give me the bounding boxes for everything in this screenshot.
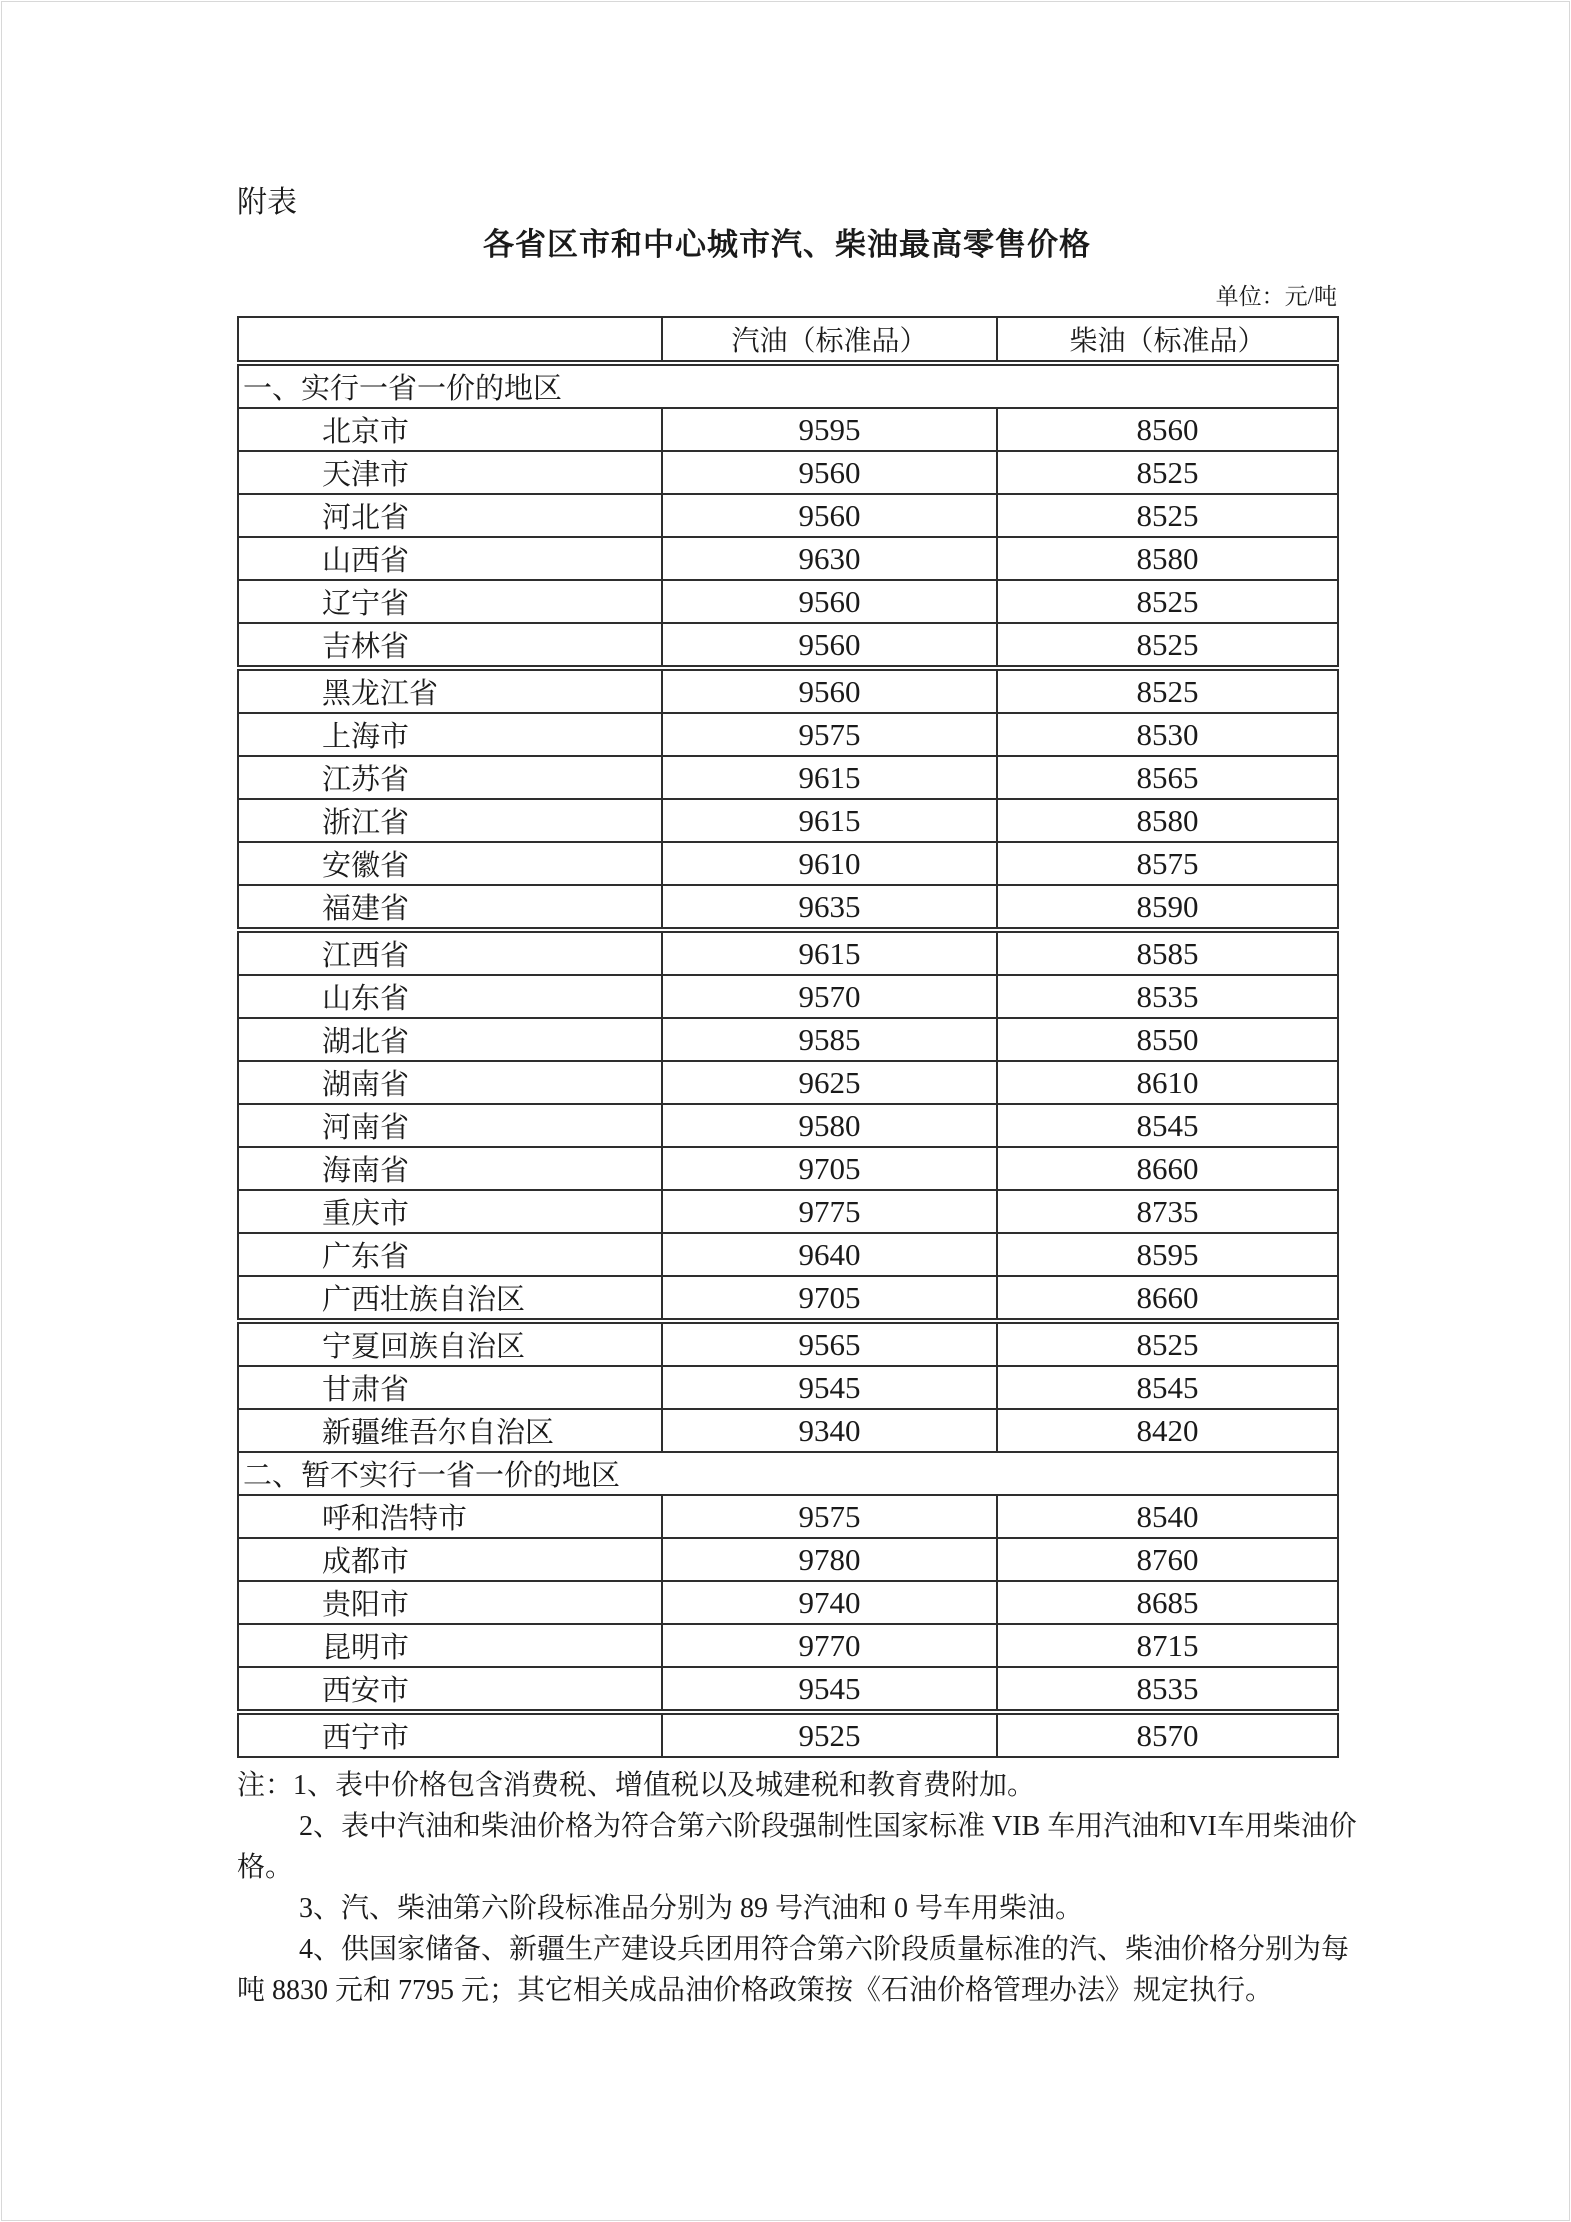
diesel-price-cell: 8525: [997, 494, 1338, 537]
diesel-price-cell: 8715: [997, 1624, 1338, 1667]
gasoline-price-cell: 9580: [662, 1104, 997, 1147]
diesel-price-cell: 8735: [997, 1190, 1338, 1233]
region-cell: 山东省: [238, 975, 662, 1018]
region-cell: 广东省: [238, 1233, 662, 1276]
diesel-price-cell: 8525: [997, 668, 1338, 713]
diesel-price-cell: 8595: [997, 1233, 1338, 1276]
table-row: [238, 1495, 1338, 1538]
table-row: [238, 930, 1338, 975]
diesel-price-cell: 8545: [997, 1366, 1338, 1409]
region-cell: 湖北省: [238, 1018, 662, 1061]
region-cell: 江西省: [238, 930, 662, 975]
table-row: [238, 1538, 1338, 1581]
diesel-price-cell: 8580: [997, 799, 1338, 842]
diesel-price-cell: 8530: [997, 713, 1338, 756]
gasoline-price-cell: 9615: [662, 799, 997, 842]
gasoline-price-cell: 9525: [662, 1712, 997, 1757]
region-cell: 西宁市: [238, 1712, 662, 1757]
gasoline-price-cell: 9560: [662, 494, 997, 537]
gasoline-price-cell: 9615: [662, 756, 997, 799]
table-row: [238, 537, 1338, 580]
gasoline-price-cell: 9560: [662, 623, 997, 668]
diesel-price-cell: 8535: [997, 975, 1338, 1018]
section-heading-row: [238, 363, 1338, 408]
region-cell: 贵阳市: [238, 1581, 662, 1624]
diesel-price-cell: 8590: [997, 885, 1338, 930]
table-row: [238, 885, 1338, 930]
diesel-price-cell: 8660: [997, 1147, 1338, 1190]
diesel-price-cell: 8540: [997, 1495, 1338, 1538]
price-table-body: [238, 363, 1338, 1757]
note-line: 格。: [237, 1852, 294, 1883]
region-cell: 甘肃省: [238, 1366, 662, 1409]
region-column-header: [238, 317, 662, 363]
gasoline-price-cell: 9640: [662, 1233, 997, 1276]
table-header-row: [238, 317, 1338, 363]
price-table: [237, 316, 1339, 1758]
region-cell: 山西省: [238, 537, 662, 580]
region-cell: 江苏省: [238, 756, 662, 799]
note-line: 注：1、表中价格包含消费税、增值税以及城建税和教育费附加。: [237, 1770, 1036, 1801]
gasoline-column-header: 汽油（标准品）: [662, 317, 997, 363]
gasoline-price-cell: 9545: [662, 1366, 997, 1409]
notes-block: [237, 1765, 1357, 2011]
table-row: [238, 580, 1338, 623]
table-row: [238, 668, 1338, 713]
table-row: [238, 975, 1338, 1018]
region-cell: 吉林省: [238, 623, 662, 668]
gasoline-price-cell: 9635: [662, 885, 997, 930]
note-line: 2、表中汽油和柴油价格为符合第六阶段强制性国家标准 VIB 车用汽油和VI车用柴油价: [299, 1811, 1357, 1842]
table-row: [238, 1147, 1338, 1190]
table-row: [238, 494, 1338, 537]
table-row: [238, 1409, 1338, 1452]
table-row: [238, 1233, 1338, 1276]
diesel-price-cell: 8525: [997, 1321, 1338, 1366]
gasoline-price-cell: 9575: [662, 713, 997, 756]
diesel-price-cell: 8420: [997, 1409, 1338, 1452]
gasoline-price-cell: 9545: [662, 1667, 997, 1712]
region-cell: 安徽省: [238, 842, 662, 885]
gasoline-price-cell: 9575: [662, 1495, 997, 1538]
table-row: [238, 1061, 1338, 1104]
region-cell: 黑龙江省: [238, 668, 662, 713]
diesel-price-cell: 8550: [997, 1018, 1338, 1061]
region-cell: 河北省: [238, 494, 662, 537]
diesel-price-cell: 8570: [997, 1712, 1338, 1757]
gasoline-price-cell: 9560: [662, 451, 997, 494]
region-cell: 呼和浩特市: [238, 1495, 662, 1538]
diesel-price-cell: 8610: [997, 1061, 1338, 1104]
region-cell: 北京市: [238, 408, 662, 451]
region-cell: 辽宁省: [238, 580, 662, 623]
diesel-price-cell: 8685: [997, 1581, 1338, 1624]
document-content: [237, 0, 1357, 2011]
diesel-price-cell: 8525: [997, 451, 1338, 494]
table-row: [238, 1667, 1338, 1712]
table-row: [238, 799, 1338, 842]
note-line: 3、汽、柴油第六阶段标准品分别为 89 号汽油和 0 号车用柴油。: [299, 1893, 1084, 1924]
diesel-price-cell: 8545: [997, 1104, 1338, 1147]
table-row: [238, 1276, 1338, 1321]
region-cell: 福建省: [238, 885, 662, 930]
table-row: [238, 1581, 1338, 1624]
region-cell: 海南省: [238, 1147, 662, 1190]
unit-label: 单位：元/吨: [1215, 284, 1337, 309]
diesel-price-cell: 8525: [997, 580, 1338, 623]
table-row: [238, 1366, 1338, 1409]
gasoline-price-cell: 9585: [662, 1018, 997, 1061]
gasoline-price-cell: 9560: [662, 668, 997, 713]
diesel-price-cell: 8565: [997, 756, 1338, 799]
diesel-price-cell: 8660: [997, 1276, 1338, 1321]
diesel-price-cell: 8580: [997, 537, 1338, 580]
gasoline-price-cell: 9340: [662, 1409, 997, 1452]
table-row: [238, 1321, 1338, 1366]
table-row: [238, 1104, 1338, 1147]
diesel-column-header: 柴油（标准品）: [997, 317, 1338, 363]
diesel-price-cell: 8535: [997, 1667, 1338, 1712]
diesel-price-cell: 8560: [997, 408, 1338, 451]
region-cell: 河南省: [238, 1104, 662, 1147]
region-cell: 宁夏回族自治区: [238, 1321, 662, 1366]
region-cell: 广西壮族自治区: [238, 1276, 662, 1321]
page-title: 各省区市和中心城市汽、柴油最高零售价格: [483, 227, 1091, 262]
region-cell: 成都市: [238, 1538, 662, 1581]
note-line: 吨 8830 元和 7795 元；其它相关成品油价格政策按《石油价格管理办法》规定执行。: [237, 1975, 1274, 2006]
table-row: [238, 756, 1338, 799]
gasoline-price-cell: 9615: [662, 930, 997, 975]
diesel-price-cell: 8585: [997, 930, 1338, 975]
table-row: [238, 1190, 1338, 1233]
region-cell: 西安市: [238, 1667, 662, 1712]
gasoline-price-cell: 9565: [662, 1321, 997, 1366]
table-row: [238, 1018, 1338, 1061]
gasoline-price-cell: 9775: [662, 1190, 997, 1233]
gasoline-price-cell: 9595: [662, 408, 997, 451]
gasoline-price-cell: 9560: [662, 580, 997, 623]
diesel-price-cell: 8575: [997, 842, 1338, 885]
region-cell: 上海市: [238, 713, 662, 756]
gasoline-price-cell: 9705: [662, 1147, 997, 1190]
section-heading-row: [238, 1452, 1338, 1495]
diesel-price-cell: 8760: [997, 1538, 1338, 1581]
gasoline-price-cell: 9625: [662, 1061, 997, 1104]
section-heading: 二、暂不实行一省一价的地区: [238, 1452, 1338, 1495]
table-row: [238, 842, 1338, 885]
gasoline-price-cell: 9630: [662, 537, 997, 580]
gasoline-price-cell: 9770: [662, 1624, 997, 1667]
table-row: [238, 623, 1338, 668]
table-row: [238, 451, 1338, 494]
gasoline-price-cell: 9740: [662, 1581, 997, 1624]
gasoline-price-cell: 9705: [662, 1276, 997, 1321]
table-row: [238, 408, 1338, 451]
region-cell: 浙江省: [238, 799, 662, 842]
gasoline-price-cell: 9780: [662, 1538, 997, 1581]
appendix-label: 附表: [237, 186, 297, 219]
diesel-price-cell: 8525: [997, 623, 1338, 668]
gasoline-price-cell: 9570: [662, 975, 997, 1018]
region-cell: 天津市: [238, 451, 662, 494]
region-cell: 新疆维吾尔自治区: [238, 1409, 662, 1452]
region-cell: 湖南省: [238, 1061, 662, 1104]
region-cell: 昆明市: [238, 1624, 662, 1667]
note-line: 4、供国家储备、新疆生产建设兵团用符合第六阶段质量标准的汽、柴油价格分别为每: [299, 1934, 1350, 1965]
table-row: [238, 1624, 1338, 1667]
table-row: [238, 713, 1338, 756]
section-heading: 一、实行一省一价的地区: [238, 363, 1338, 408]
region-cell: 重庆市: [238, 1190, 662, 1233]
table-row: [238, 1712, 1338, 1757]
gasoline-price-cell: 9610: [662, 842, 997, 885]
